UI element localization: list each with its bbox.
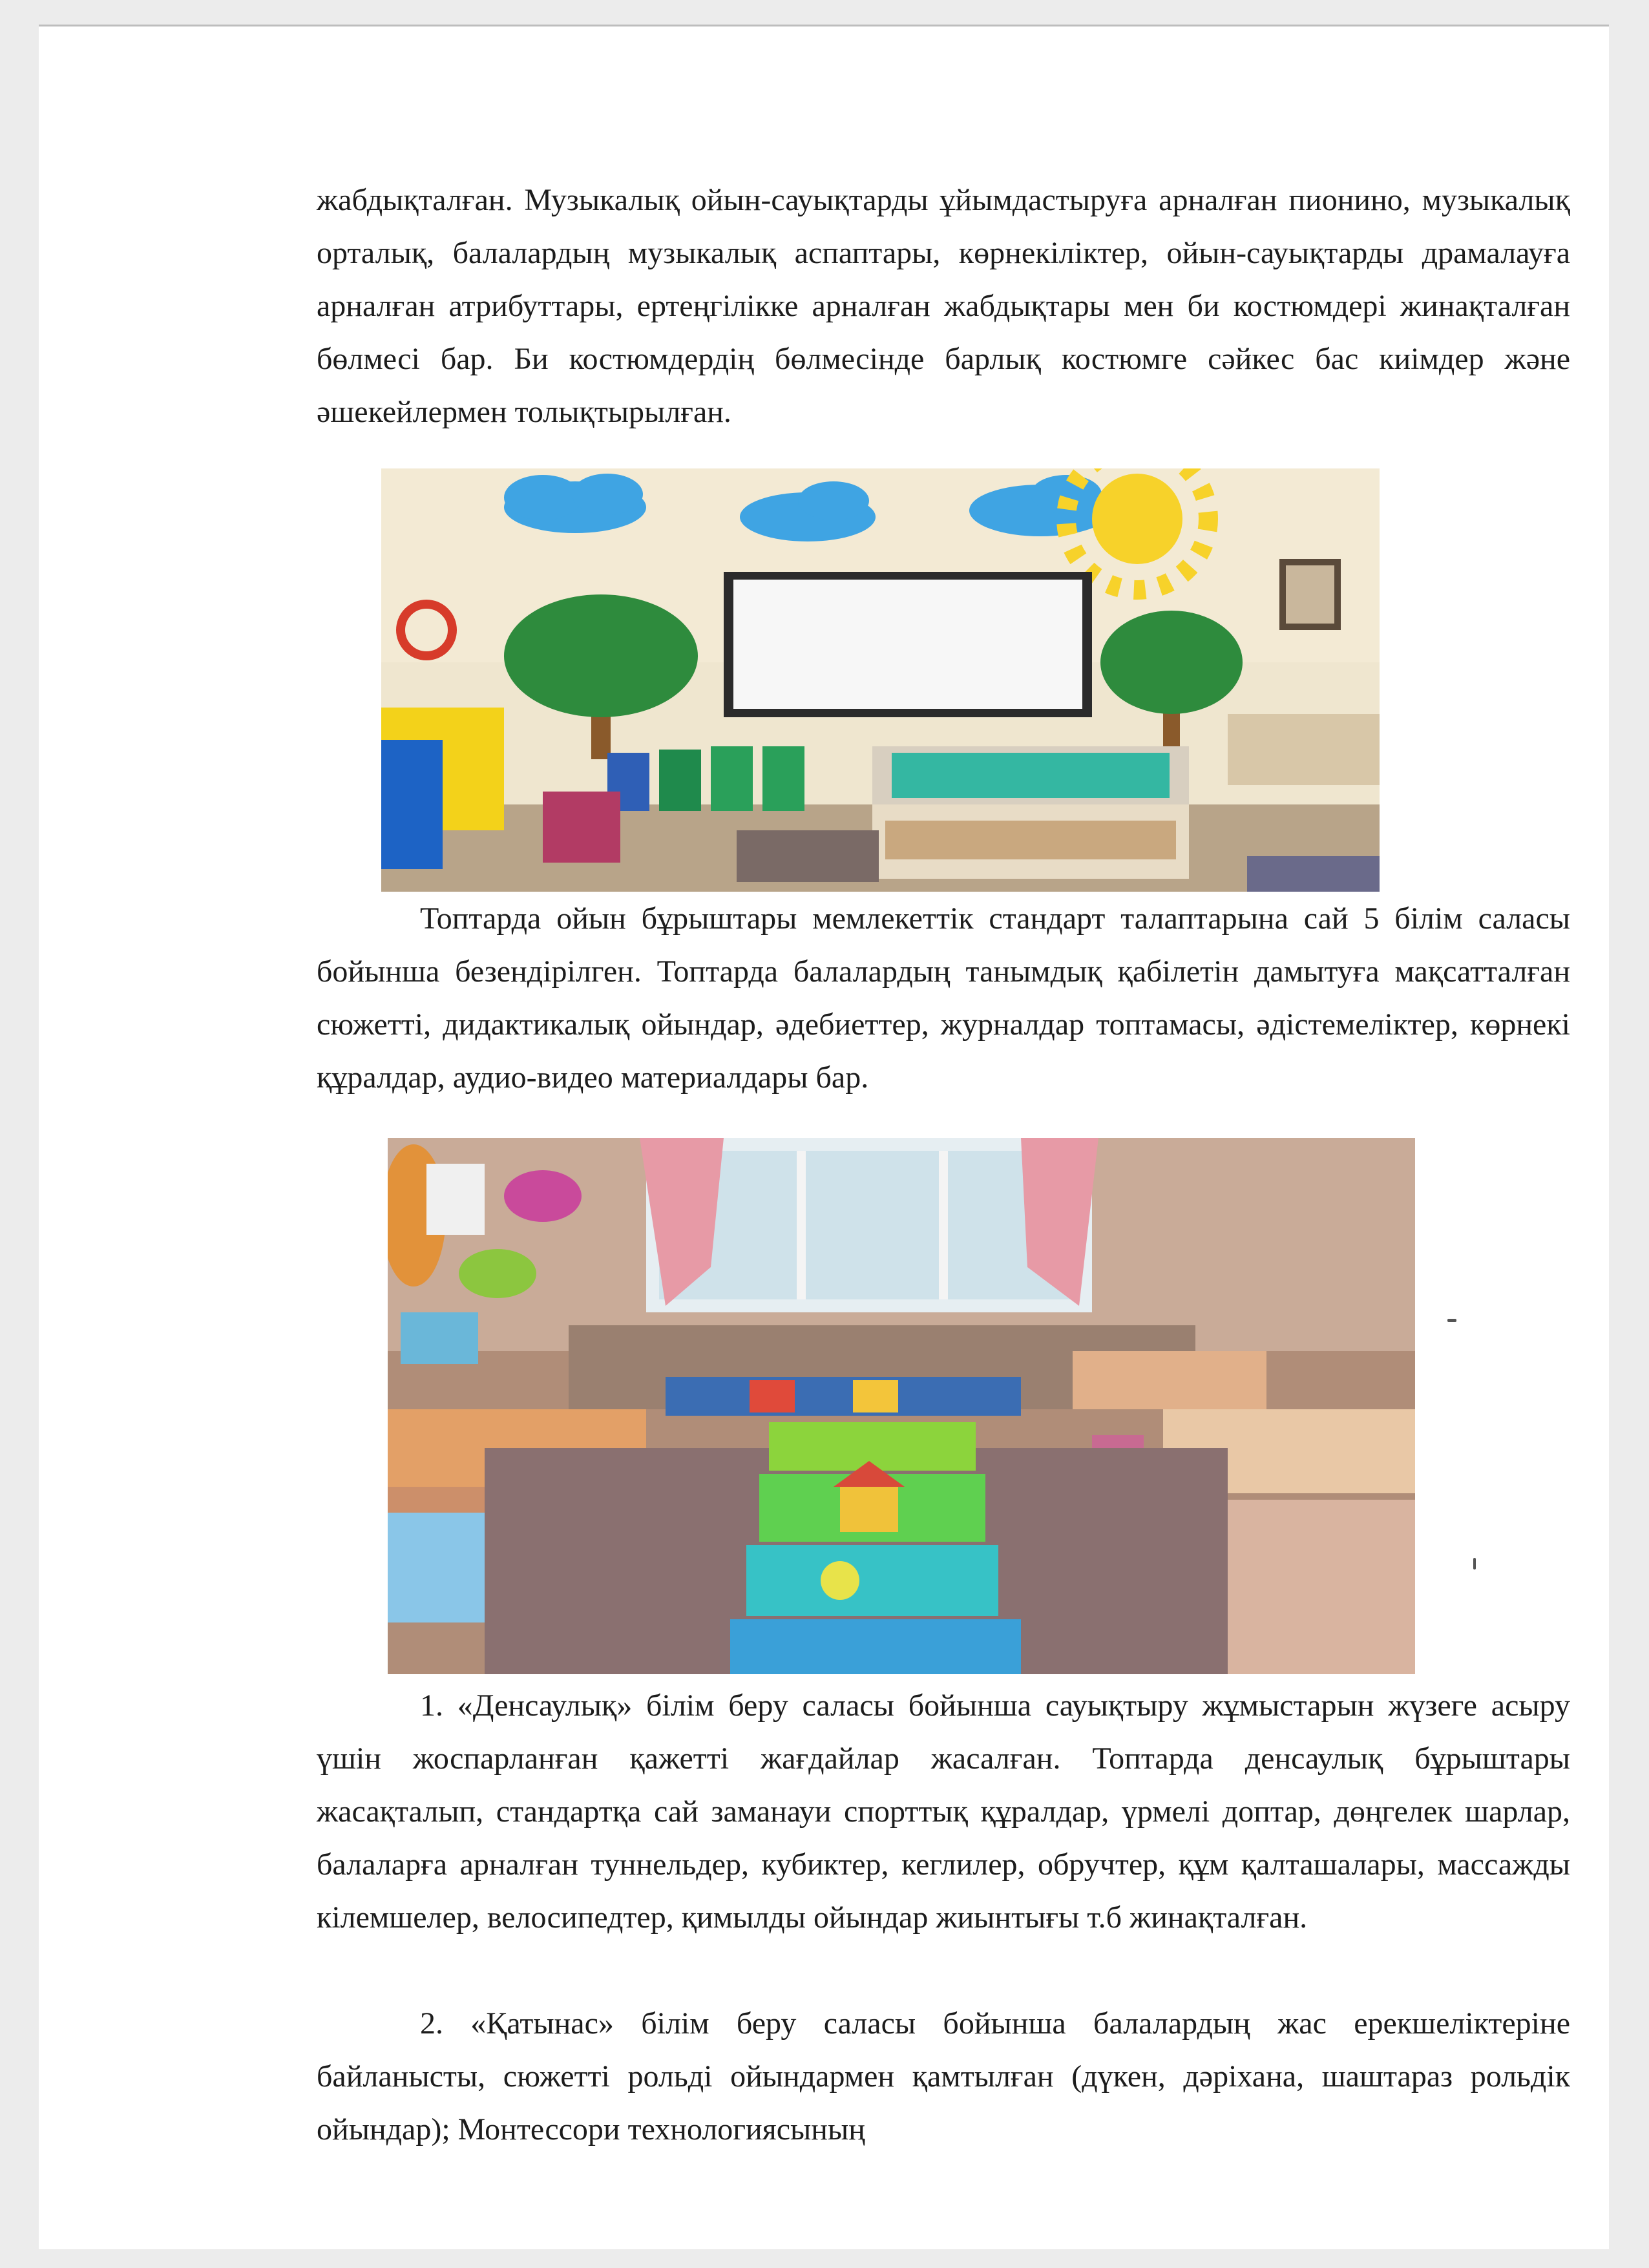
scan-speck — [1447, 1319, 1456, 1322]
health-text: 1. «Денсаулық» білім беру саласы бойынша сауықтыру жұмыстарын жүзеге асыру үшін жоспарланған қажетті жағдайлар жасалған. Топтарда денсаулық бұрыштары жасақталып, стандартқа сай заманауи спорттық құралдар, үрмелі доптар, дөңгелек шарлар, балаларға арналған туннельдер, кубиктер, кеглилер, обручтер, құм қалташалары, массажды кілемшелер, велосипедтер, қимылды ойындар жиынтығы т.б жинақталған. — [317, 1688, 1570, 1935]
health-paragraph — [317, 1679, 1570, 1944]
document-page — [39, 25, 1609, 2249]
scan-speck — [1473, 1558, 1476, 1570]
group-room-photo — [388, 1138, 1415, 1674]
classroom-whiteboard-photo — [381, 468, 1380, 892]
intro-paragraph — [317, 174, 1570, 439]
groups-text: Топтарда ойын бұрыштары мемлекеттік стандарт талаптарына сай 5 білім саласы бойынша безендірілген. Топтарда балалардың танымдық қабілетін дамытуға мақсатталған сюжетті, дидактикалық ойындар, әдебиеттер, журналдар топтамасы, әдістемеліктер, көрнекі құралдар, аудио-видео материалдары бар. — [317, 901, 1570, 1095]
communication-text: 2. «Қатынас» білім беру саласы бойынша балалардың жас ерекшеліктеріне байланысты, сюжетті рольді ойындармен қамтылған (дүкен, дәріхана, шаштараз рольдік ойындар); Монтессори технологиясының — [317, 2006, 1570, 2147]
communication-paragraph — [317, 1997, 1570, 2156]
intro-text: жабдықталған. Музыкалық ойын-сауықтарды ұйымдастыруға арналған пионино, музыкалық орталық, балалардың музыкалық аспаптары, көрнекіліктер, ойын-сауықтарды драмалауға арналған атрибуттары, ертеңгілікке арналған жабдықтары мен би костюмдері жинақталған бөлмесі бар. Би костюмдердің бөлмесінде барлық костюмге сәйкес бас киімдер және әшекейлермен толықтырылған. — [317, 183, 1570, 429]
groups-paragraph — [317, 892, 1570, 1104]
